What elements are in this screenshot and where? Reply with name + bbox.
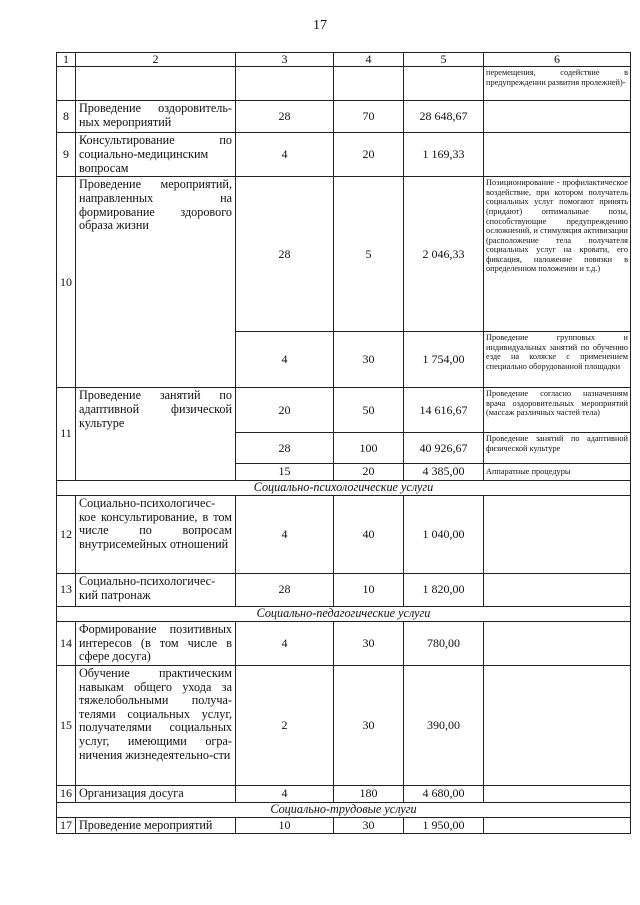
table-row <box>57 621 631 665</box>
cell-col4: 20 <box>334 133 404 177</box>
cell-col5: 1 040,00 <box>404 495 484 573</box>
cell-col5: 390,00 <box>404 665 484 785</box>
cell-col5: 40 926,67 <box>404 433 484 464</box>
row-number: 10 <box>57 177 76 388</box>
row-number: 17 <box>57 817 76 834</box>
cell-col5: 4 680,00 <box>404 785 484 802</box>
row-number: 13 <box>57 573 76 606</box>
cell-col3: 2 <box>236 665 334 785</box>
row-number: 16 <box>57 785 76 802</box>
row-note: Позиционирование - профилактическое воздействие, при котором получатель социальных услуг помогают принять (придают) оптимальные позы, способствующие предупреждению осложнений, и стимуляция активизации (расположение тела получателя социальных услуг на кровати, его фиксация, наложение повязки в определенном положении и т.д.) <box>484 177 631 332</box>
table-row <box>57 573 631 606</box>
cell-col4: 40 <box>334 495 404 573</box>
cell-col4: 100 <box>334 433 404 464</box>
service-name: Проведение оздоровитель-ных мероприятий <box>76 101 236 133</box>
service-name: Организация досуга <box>76 785 236 802</box>
cell-col4: 30 <box>334 665 404 785</box>
cell-col4: 50 <box>334 388 404 433</box>
service-name: Социально-психологичес-кое консультирование, в том числе по вопросам внутрисемейных отношений <box>76 495 236 573</box>
service-name: Проведение занятий по адаптивной физической культуре <box>76 388 236 480</box>
cell-col3: 4 <box>236 133 334 177</box>
page-number: 17 <box>313 18 327 33</box>
section-title: Социально-педагогические услуги <box>57 606 631 621</box>
cell-col5: 1 169,33 <box>404 133 484 177</box>
cell-col4: 30 <box>334 332 404 388</box>
header-cell: 5 <box>404 53 484 67</box>
section-row <box>57 606 631 621</box>
cell-col5: 2 046,33 <box>404 177 484 332</box>
header-cell: 4 <box>334 53 404 67</box>
row-number: 12 <box>57 495 76 573</box>
row-number: 8 <box>57 101 76 133</box>
cell-col4: 30 <box>334 621 404 665</box>
row-number: 11 <box>57 388 76 480</box>
cell-col4: 30 <box>334 817 404 834</box>
service-name: Социально-психологичес-кий патронаж <box>76 573 236 606</box>
service-name: Консультирование по социально-медицинским вопросам <box>76 133 236 177</box>
cell-col4: 10 <box>334 573 404 606</box>
service-name: Обучение практическим навыкам общего ухода за тяжелобольными получа-телями социальных услуг, получателями социальных услуг, имеющими огра-ничения жизнедеятельно-сти <box>76 665 236 785</box>
cell-col4: 5 <box>334 177 404 332</box>
row-number: 14 <box>57 621 76 665</box>
row-note: Проведение групповых и индивидуальных занятий по обучению езде на коляске с применением специально оборудованной площадки <box>484 332 631 388</box>
cell-col3: 20 <box>236 388 334 433</box>
table-row <box>57 665 631 785</box>
cell-col3: 4 <box>236 621 334 665</box>
service-name: Проведение мероприятий, направленных на формирование здорового образа жизни <box>76 177 236 388</box>
cell-col3: 4 <box>236 785 334 802</box>
services-table <box>56 52 631 834</box>
row-number: 9 <box>57 133 76 177</box>
section-title: Социально-трудовые услуги <box>57 802 631 817</box>
table-row <box>57 133 631 177</box>
cell-col3: 28 <box>236 177 334 332</box>
header-cell: 1 <box>57 53 76 67</box>
row-note: перемещения, содействие в предупреждении развития пролежней)- <box>484 67 631 101</box>
table-row <box>57 177 631 332</box>
cell-col5: 4 385,00 <box>404 464 484 480</box>
table-row <box>57 101 631 133</box>
row-note: Проведение согласно назначениям врача оздоровительных мероприятий (массаж различных частей тела) <box>484 388 631 433</box>
cell-col5: 1 950,00 <box>404 817 484 834</box>
cell-col4: 20 <box>334 464 404 480</box>
header-cell: 2 <box>76 53 236 67</box>
row-note: Проведение занятий по адаптивной физической культуре <box>484 433 631 464</box>
cell-col3: 10 <box>236 817 334 834</box>
cell-col3: 28 <box>236 433 334 464</box>
table-row <box>57 495 631 573</box>
row-note: Аппаратные процедуры <box>484 464 631 480</box>
cell-col3: 4 <box>236 495 334 573</box>
section-row <box>57 802 631 817</box>
row-number: 15 <box>57 665 76 785</box>
cell-col3: 4 <box>236 332 334 388</box>
cell-col3: 28 <box>236 101 334 133</box>
cell-col5: 28 648,67 <box>404 101 484 133</box>
cell-col5: 780,00 <box>404 621 484 665</box>
cell-col4: 70 <box>334 101 404 133</box>
cell-col5: 1 820,00 <box>404 573 484 606</box>
header-cell: 6 <box>484 53 631 67</box>
section-title: Социально-психологические услуги <box>57 480 631 495</box>
cell-col3: 15 <box>236 464 334 480</box>
table-row <box>57 67 631 101</box>
table-row <box>57 785 631 802</box>
header-cell: 3 <box>236 53 334 67</box>
cell-col4: 180 <box>334 785 404 802</box>
cell-col3: 28 <box>236 573 334 606</box>
section-row <box>57 480 631 495</box>
cell-col5: 1 754,00 <box>404 332 484 388</box>
service-name: Проведение мероприятий <box>76 817 236 834</box>
cell-col5: 14 616,67 <box>404 388 484 433</box>
table-row <box>57 817 631 834</box>
service-name: Формирование позитивных интересов (в том числе в сфере досуга) <box>76 621 236 665</box>
header-row <box>57 53 631 67</box>
table-row <box>57 388 631 433</box>
